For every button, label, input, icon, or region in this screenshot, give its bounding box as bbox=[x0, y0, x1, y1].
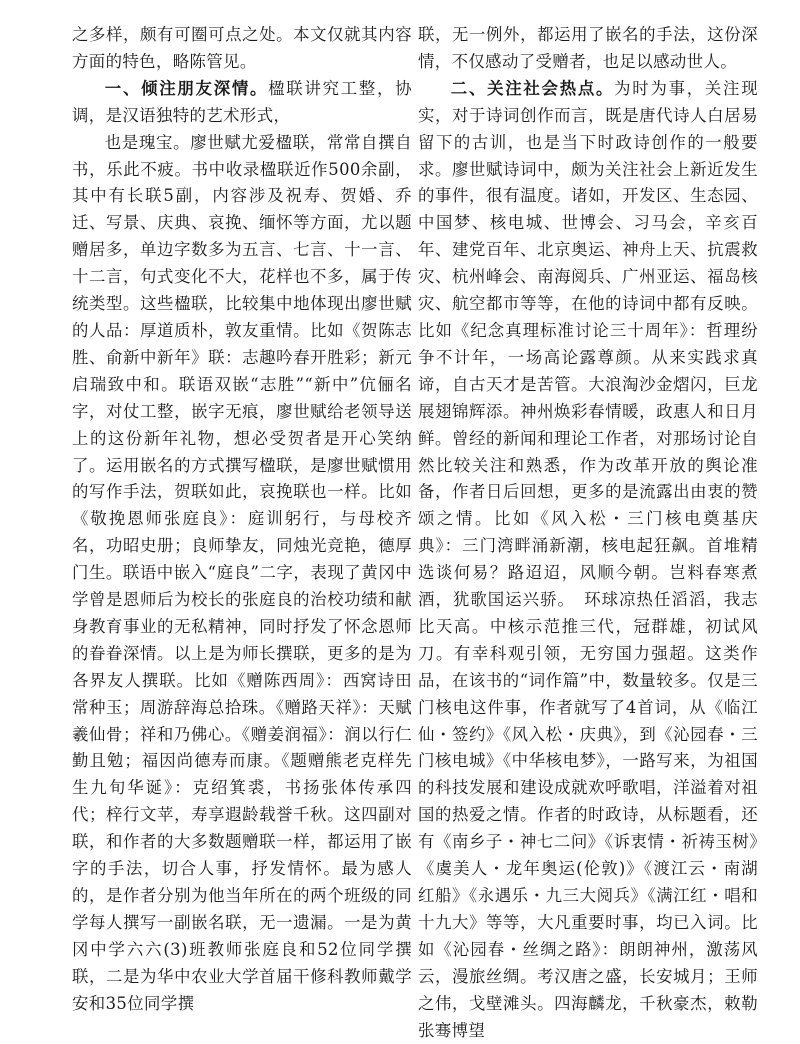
section-1-line bbox=[72, 76, 412, 130]
section-2-paragraph bbox=[418, 76, 758, 1044]
left-paragraph-2: 也是瑰宝。廖世赋尤爱楹联，常常自撰自书，乐此不疲。书中收录楹联近作500余副，其中有长联5副，内容涉及祝寿、贺婚、乔迁、写景、庆典、哀挽、缅怀等方面，尤以题赠居多，单边字数多为五言、七言、十一言、十二言，句式变化不大，花样也不多，属于传统类型。这些楹联，比较集中地体现出廖世赋的人品：厚道质朴，敦友重情。比如《贺陈志胜、俞新中新年》联：志趣吟春开胜彩；新元启瑞致中和。联语双嵌“志胜”“新中”伉俪名字，对仗工整，嵌字无痕，廖世赋给老领导送上的这份新年礼物，想必受贺者是开心笑纳了。运用嵌名的方式撰写楹联，是廖世赋惯用的写作手法，贺联如此，哀挽联也一样。比如《敬挽恩师张庭良》：庭训躬行，与母校齐名，功昭史册；良师挚友，同烛光竞艳，德厚门生。联语中嵌入“庭良”二字，表现了黄冈中学曾是恩师后为校长的张庭良的治校功绩和献身教育事业的无私精神，同时抒发了怀念恩师的眷眷深情。以上是为师长撰联，更多的是为各界友人撰联。比如《赠陈西周》：西窝诗田常种玉；周游辞海总拾珠。《赠路天祥》：天赋羲仙骨；祥和乃佛心。《赠姜润福》：润以行仁勤且勉；福因尚德寿而康。《题赠熊老克样先生九旬华诞》：克绍箕裘，书扬张体传承四代；梓行文苹，寿享遐龄载誉千秋。这四副对联，和作者的大多数题赠联一样，都运用了嵌字的手法，切合人事，抒发情怀。最为感人的，是作者分别为他当年所在的两个班级的同学每人撰写一副嵌名联，无一遗漏。一是为黄冈中学六六(3)班教师张庭良和52位同学撰联，二是为华中农业大学首届干修科教师戴学安和35位同学撰 bbox=[72, 132, 412, 1013]
right-paragraph-1: 联，无一例外，都运用了嵌名的手法，这份深情，不仅感动了受赠者，也足以感动世人。 bbox=[418, 25, 758, 71]
left-paragraph-1: 之多样，颇有可圈可点之处。本文仅就其内容方面的特色，略陈管见。 bbox=[72, 25, 412, 71]
section-1-heading: 一、倾注朋友深情。 bbox=[104, 78, 269, 98]
left-column bbox=[72, 22, 412, 1018]
section-1-intro: 楹联讲究工整，协调，是汉语独特的艺术形式， bbox=[72, 78, 412, 125]
right-paragraph-2: 为时为事，关注现实，对于诗词创作而言，既是唐代诗人白居易留下的古训，也是当下时政诗创作的一般要求。廖世赋诗词中，颇为关注社会上新近发生的事件，很有温度。诸如，开发区、生态园、中国梦、核电城、世博会、习马会，辛亥百年、建党百年、北京奥运、神舟上天、抗震救灾、杭州峰会、南海阅兵、广州亚运、福岛核灾、航空都市等等，在他的诗词中都有反映。比如《纪念真理标准讨论三十周年》：哲理纷争不计年，一场高论露尊颜。从来实践求真谛，自古天才是苦管。大浪淘沙金熠闪，巨龙展翅锦辉添。神州焕彩春情暖，政惠人和日月鲜。曾经的新闻和理论工作者，对那场讨论自然比较关注和熟悉，作为改革开放的舆论准备，作者日后回想，更多的是流露出由衷的赞颂之情。比如《风入松・三门核电奠基庆典》：三门湾畔涌新潮，核电起狂飙。首堆精选谈何易？路迢迢，风顺今朝。岂料春寒煮酒，犹歌国运兴骄。 环球凉热任滔滔，我志比天高。中核示范推三代，冠群雄，初试风刀。有幸科观引领，无穷国力强超。这类作品，在该书的“词作篇”中，数量较多。仅是三门核电这件事，作者就写了4首词，从《临江仙・签约》《风入松・庆典》，到《沁园春・三门核电城》《中华核电梦》，一路写来，为祖国的科技发展和建设成就欢呼歌唱，洋溢着对祖国的热爱之情。作者的时政诗，从标题看，还有《南乡子・神七二问》《诉衷情・祈祷玉树》《虞美人・龙年奥运(伦敦)》《渡江云・南湖红船》《永遇乐・九三大阅兵》《满江红・唱和十九大》等等，大凡重要时事，均已入词。比如《沁园春・丝绸之路》：朗朗神州，激荡风云，漫旅丝绸。考汉唐之盛，长安城月；王师之伟，戈壁滩头。四海麟龙，千秋豪杰，敕勒张骞博望 bbox=[418, 78, 758, 1040]
right-column bbox=[418, 22, 758, 1044]
section-2-heading: 二、关注社会热点。 bbox=[450, 78, 615, 98]
